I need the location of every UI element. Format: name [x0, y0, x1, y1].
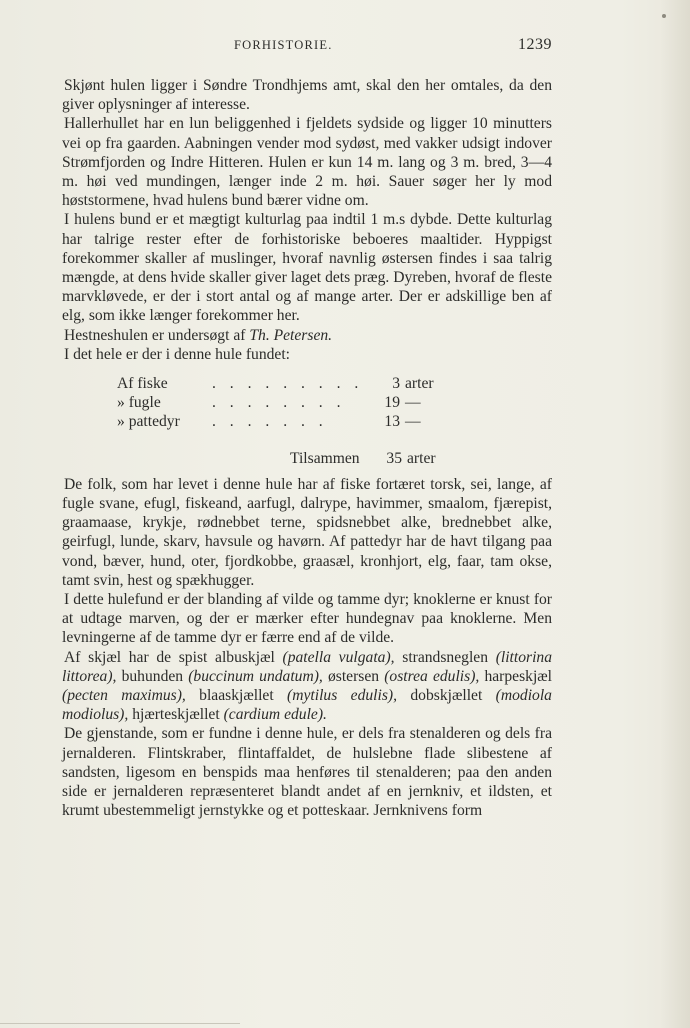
latin-name: (buccinum undatum), [188, 667, 323, 685]
investigated-text: Hestneshulen er undersøgt af [64, 326, 246, 344]
leader-dots: . . . . . . . . . [212, 375, 364, 393]
list-label: » pattedyr [117, 413, 180, 431]
list-count: 19 [384, 394, 400, 412]
list-label: » fugle [117, 394, 161, 412]
total-label: Tilsammen [290, 449, 360, 467]
list-item [117, 374, 452, 393]
page-number: 1239 [518, 36, 552, 53]
list-count: 13 [384, 413, 400, 431]
paragraph-diet: De folk, som har levet i denne hule har af fiske fortæret torsk, sei, lange, af fugle svane, efugl, fiskeand, aarfugl, dalrype, havimmer, smaalom, fjærepist, graamaase, krykje, rødnebbet terne, spidsnebbet alke, brednebbet alke, geirfugl, lunde, skarv, havsule og havørn. Af pattedyr har de havt tilgang paa vond, bæver, hund, oter, fjordkobbe, graasæl, kronhjort, elg, faar, tam okse, tamt svin, hest og spækhugger. [62, 475, 552, 589]
paragraph-intro: Skjønt hulen ligger i Søndre Trondhjems amt, skal den her omtales, da den giver oplysninger af interesse. [62, 77, 552, 114]
list-unit: arter [405, 375, 434, 393]
latin-name: (modiola modiolus), [62, 687, 552, 724]
running-title: FORHISTORIE. [234, 38, 333, 52]
paragraph-kulturlag: I hulens bund er et mægtigt kulturlag paa indtil 1 m.s dybde. Dette kulturlag har talrige rester efter de forhistoriske beboeres maaltider. Hyppigst forekommer skaller af muslinger, hvoraf navnlig østersen findes i saa talrig mængde, at dens hvide skaller giver laget dets præg. Dyreben, hvoraf de fleste marvkløvede, er der i stort antal og af mange arter. Der er adskillige ben af elg, som ikke længer forekommer her. [62, 211, 552, 325]
shell-text: blaaskjællet [199, 687, 274, 705]
latin-name: (littorina littorea), [62, 648, 553, 685]
list-label: Af fiske [117, 375, 168, 393]
page-edge-shade [660, 0, 690, 1028]
latin-name: (ostrea edulis), [384, 667, 480, 685]
latin-name: (patella vulgata), [282, 648, 395, 666]
shell-text: hjærteskjællet [132, 706, 220, 724]
shell-text: Af skjæl har de spist albuskjæl [64, 648, 275, 666]
shell-text: harpeskjæl [484, 667, 553, 685]
list-unit: — [405, 394, 421, 412]
paragraph-investigated [62, 326, 552, 345]
shell-text: østersen [327, 667, 380, 685]
latin-name: (cardium edule). [223, 706, 327, 724]
shell-text: strandsneglen [402, 648, 488, 666]
paragraph-mixture: I dette hulefund er der blanding af vilde og tamme dyr; knoklerne er knust for at udtage marven, og der er mærker efter hundegnav paa knoklerne. Men levningerne af de tamme dyr er færre end af de vilde. [62, 591, 552, 647]
list-unit: — [405, 413, 421, 431]
paragraph-hallerhullet: Hallerhullet har en lun beliggenhed i fjeldets sydside og ligger 10 minutters vei op fra gaarden. Aabningen vender mod sydøst, med vakker udsigt indover Strømfjorden og Indre Hitteren. Hulen er kun 14 m. lang og 3 m. bred, 3—4 m. høi ved mundingen, længer inde 2 m. høi. Sauer søger her ly mod høststormene, hvad hulens bund bærer vidne om. [62, 115, 552, 210]
shell-text: buhunden [121, 667, 184, 685]
page-body [62, 76, 552, 820]
list-item [117, 412, 452, 431]
leader-dots: . . . . . . . . [212, 394, 346, 412]
species-total [290, 449, 552, 468]
total-count: 35 [386, 449, 402, 467]
bottom-edge-line [0, 1023, 240, 1024]
latin-name: (mytilus edulis), [287, 687, 397, 705]
species-count-list [117, 374, 452, 432]
running-header [62, 36, 552, 56]
investigator-name: Th. Petersen. [249, 326, 333, 344]
leader-dots: . . . . . . . [212, 413, 328, 431]
paragraph-artifacts: De gjenstande, som er fundne i denne hule, er dels fra stenalderen og dels fra jernalderen. Flintskraber, flintaffaldet, de hulslebne flade slibestene af sandsten, ligesom en benspids maa henføres til stenalderen; paa den anden side er jernalderen repræsenteret blandt andet af en jernkniv, et ildsten, et krumt ubestemmeligt jernstykke og et potteskaar. Jernknivens form [62, 725, 552, 820]
list-item [117, 393, 452, 412]
shell-text: dobskjællet [410, 687, 483, 705]
list-count: 3 [392, 375, 400, 393]
total-unit: arter [407, 449, 436, 467]
paragraph-shells [62, 648, 552, 725]
paragraph-found-intro: I det hele er der i denne hule fundet: [64, 345, 291, 363]
latin-name: (pecten maximus), [62, 687, 186, 705]
